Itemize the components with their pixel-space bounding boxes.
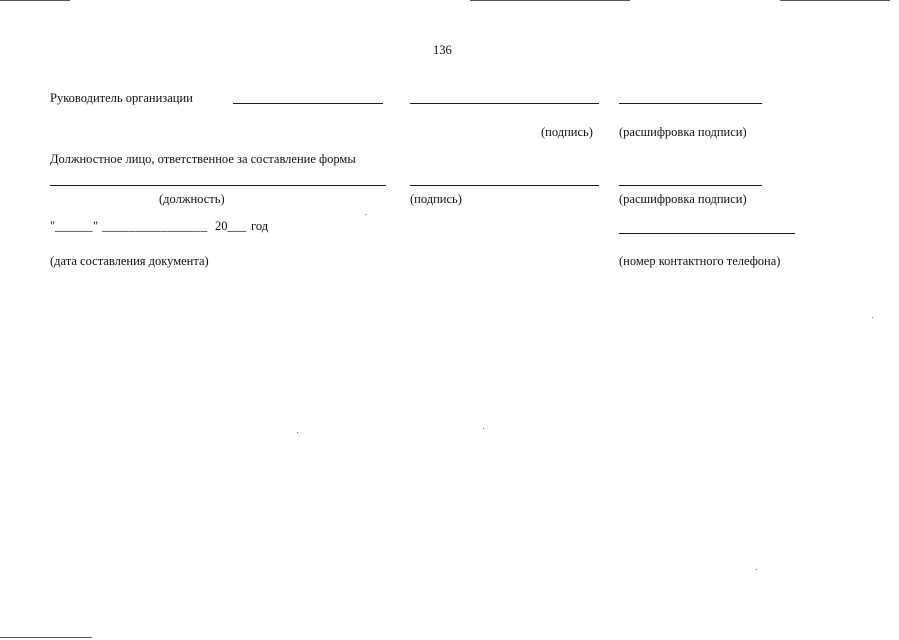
head-signature-caption: (подпись) (541, 125, 593, 139)
top-edge-mark-left (0, 0, 70, 1)
page-number: 136 (433, 43, 452, 57)
date-quote-open: " (50, 219, 56, 233)
date-day-blank: ______ (55, 219, 93, 233)
responsible-signature-line (410, 185, 599, 186)
responsible-label: Должностное лицо, ответственное за составление формы (50, 152, 356, 166)
phone-caption: (номер контактного телефона) (619, 254, 781, 268)
responsible-signature-caption: (подпись) (410, 192, 462, 206)
responsible-position-line (50, 185, 386, 186)
head-signature-line (410, 103, 599, 104)
responsible-position-caption: (должность) (159, 192, 225, 206)
date-month-blank: ________________ (102, 219, 208, 233)
date-year-suffix: год (251, 219, 269, 233)
head-label: Руководитель организации (50, 91, 193, 105)
bottom-edge-mark (0, 637, 92, 638)
scan-speck (756, 569, 757, 570)
scan-speck (872, 317, 873, 318)
scan-speck (297, 432, 298, 433)
date-caption: (дата составления документа) (50, 254, 209, 268)
top-edge-mark-right (780, 0, 890, 1)
scan-speck (365, 214, 366, 215)
top-edge-mark-mid (470, 0, 630, 1)
date-year-prefix: 20___ (215, 219, 247, 233)
head-position-line (233, 103, 383, 104)
responsible-decoding-line (619, 185, 762, 186)
responsible-decoding-caption: (расшифровка подписи) (619, 192, 747, 206)
scan-speck (483, 428, 484, 429)
phone-line (619, 233, 795, 234)
head-decoding-caption: (расшифровка подписи) (619, 125, 747, 139)
date-quote-close: " (93, 219, 99, 233)
head-decoding-line (619, 103, 762, 104)
